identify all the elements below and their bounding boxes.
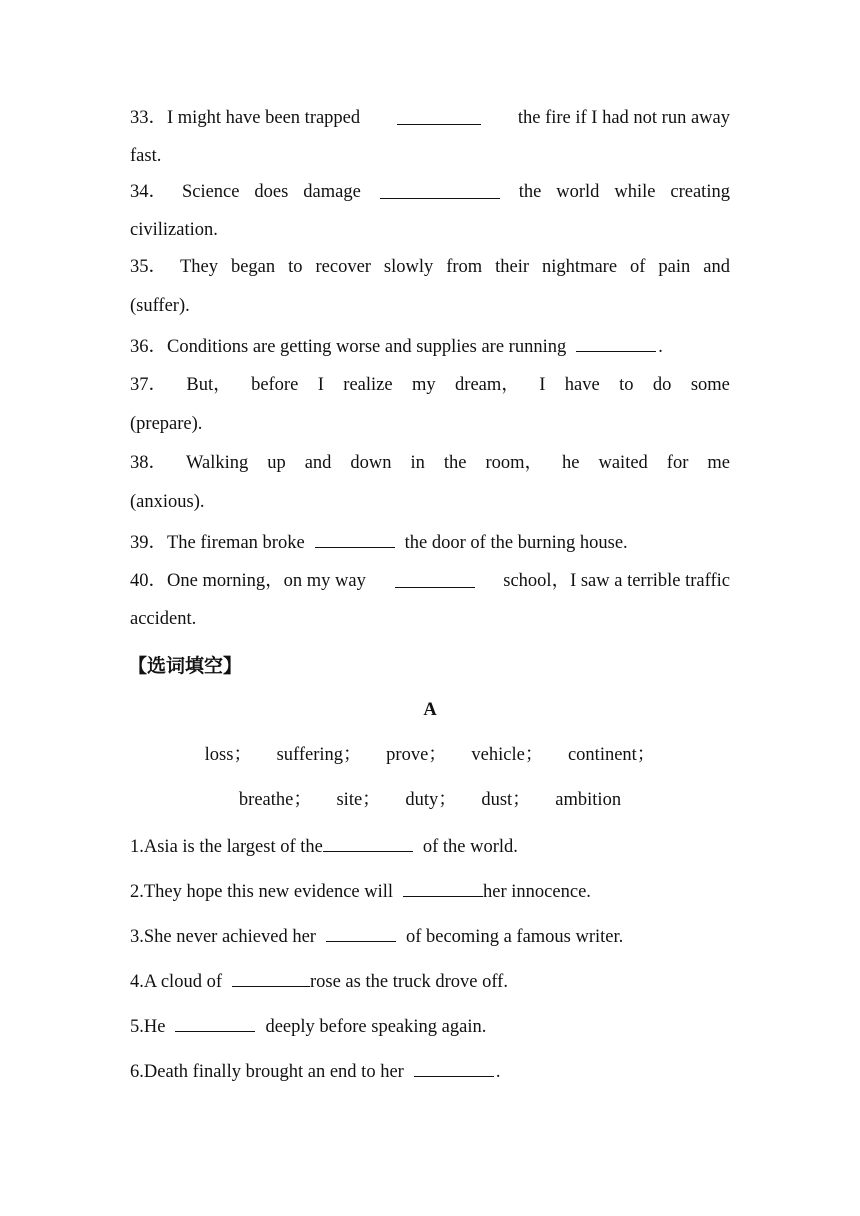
item-text: 4.A cloud of [130,972,222,992]
word-bank-item: vehicle； [471,745,544,765]
question-37-line2: (prepare). [130,414,203,434]
word: damage [303,182,361,202]
word: up [267,453,286,473]
word-bank-row2 [0,788,860,812]
word: recover [315,257,371,277]
word: Walking [186,453,249,473]
word: while [614,182,656,202]
word: 38． [130,453,168,473]
word: 34． [130,182,168,202]
question-38-line1 [130,451,730,475]
word: my [412,375,436,395]
word: world [556,182,600,202]
word: from [446,257,483,277]
answer-blank [395,569,475,588]
answer-blank [175,1013,255,1032]
word-bank-item: ambition [555,790,622,810]
question-34-line2: civilization. [130,220,218,240]
question-text: 40．One morning，on my way [130,571,366,591]
item-text: . [495,1062,501,1082]
question-35-line1 [130,255,730,279]
word: They [179,257,218,277]
answer-blank [315,529,395,548]
word: and [703,257,730,277]
word-bank-item: dust； [481,790,531,810]
word: nightmare [542,257,618,277]
answer-blank [326,923,396,942]
item-text: rose as the truck drove off. [309,972,508,992]
fill-item-3 [130,923,730,949]
question-33-line1 [130,106,730,130]
item-text: deeply before speaking again. [265,1017,487,1037]
word-bank-item: loss； [204,745,252,765]
word: room， [485,453,544,473]
item-text: 1.Asia is the largest of the [130,837,323,857]
question-33-line2: fast. [130,146,162,166]
word-bank-row1 [0,743,860,767]
answer-blank [414,1058,494,1077]
word: slowly [383,257,434,277]
word: creating [670,182,730,202]
word-bank-item: prove； [386,745,447,765]
word: does [254,182,289,202]
word: I [317,375,324,395]
word: the [443,453,467,473]
question-38-line2: (anxious). [130,492,205,512]
question-35-line2: (suffer). [130,296,190,316]
item-text: 5.He [130,1017,166,1037]
item-text: 6.Death finally brought an end to her [130,1062,404,1082]
answer-blank [576,333,656,352]
word: their [495,257,530,277]
fill-item-6 [130,1058,730,1084]
word: But， [186,375,232,395]
question-36 [130,333,730,359]
word: 35． [130,257,168,277]
answer-blank [403,878,483,897]
answer-blank [232,968,310,987]
question-text: . [658,337,663,357]
fill-item-2 [130,878,730,904]
word: dream， [455,375,520,395]
word: before [251,375,299,395]
question-text: school，I saw a terrible traffic [503,571,730,591]
word: have [564,375,600,395]
word-bank-item: suffering； [276,745,362,765]
item-text: 3.She never achieved her [130,927,316,947]
word: some [690,375,730,395]
item-text: her innocence. [483,882,591,902]
word: do [652,375,672,395]
question-39 [130,529,730,555]
word-bank-item: continent； [567,745,656,765]
word: realize [343,375,393,395]
word: and [304,453,332,473]
word-bank-item: site； [336,790,381,810]
question-37-line1 [130,373,730,397]
question-40-line1 [130,569,730,593]
word: 37． [130,375,168,395]
section-title: 【选词填空】 [128,655,243,677]
word-bank-item: duty； [405,790,457,810]
word: the [518,182,542,202]
question-text: the door of the burning house. [404,533,628,553]
word: down [350,453,392,473]
fill-item-1 [130,833,730,859]
word: he [562,453,580,473]
question-text: 33．I might have been trapped [130,108,361,128]
word: began [230,257,276,277]
question-text: 36．Conditions are getting worse and supplies are running [130,337,567,357]
word: in [410,453,425,473]
word: waited [598,453,648,473]
question-text: the fire if I had not run away [517,108,730,128]
item-text: of the world. [422,837,518,857]
answer-blank [323,833,413,852]
word: of [630,257,646,277]
word: Science [181,182,240,202]
word: I [539,375,546,395]
word: for [666,453,689,473]
part-label: A [423,700,437,720]
fill-item-5 [130,1013,730,1039]
answer-blank [397,106,481,125]
answer-blank [380,180,500,199]
item-text: of becoming a famous writer. [405,927,624,947]
word: to [288,257,303,277]
word: pain [658,257,691,277]
question-text: 39．The fireman broke [130,533,305,553]
fill-item-4 [130,968,730,994]
word-bank-item: breathe； [238,790,312,810]
question-40-line2: accident. [130,609,197,629]
word: to [619,375,634,395]
word: me [707,453,730,473]
question-34-line1 [130,180,730,204]
item-text: 2.They hope this new evidence will [130,882,394,902]
